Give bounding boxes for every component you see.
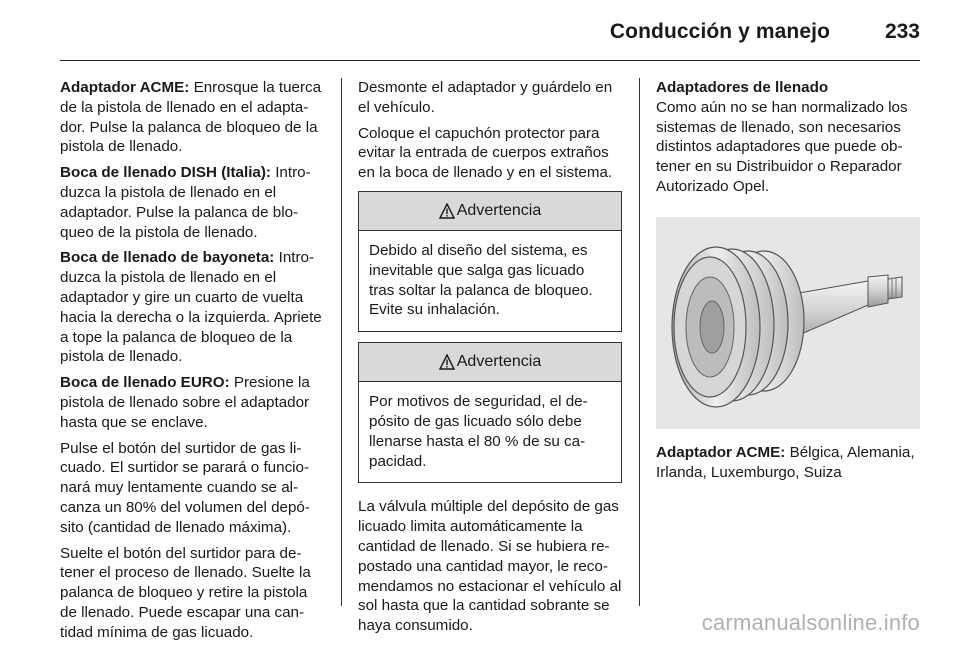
paragraph-euro bbox=[60, 373, 325, 432]
header-rule bbox=[60, 60, 920, 61]
acme-adapter-illustration bbox=[656, 217, 920, 429]
term-dish: Boca de llenado DISH (Italia): bbox=[60, 164, 271, 182]
warning-title: Advertencia bbox=[456, 353, 542, 371]
paragraph-multivalve: La válvula múltiple del depósito de gas licuado limita automáticamente la cantidad de llenado. Si se hubiera re-postado una cantidad mayor, le reco-mendamos no estacionar el vehículo al sol hasta que la cantidad sobrante se haya consumido. bbox=[358, 498, 622, 635]
caption-text: Bélgica, Alemania, Irlanda, Luxemburgo, Suiza bbox=[656, 443, 915, 481]
page-number: 233 bbox=[884, 20, 920, 43]
column-middle bbox=[358, 78, 622, 642]
column-right bbox=[656, 78, 920, 488]
warning-header bbox=[359, 343, 621, 382]
column-divider bbox=[639, 78, 640, 606]
section-heading bbox=[656, 78, 920, 98]
term-euro: Boca de llenado EURO: bbox=[60, 374, 230, 392]
warning-body: Por motivos de seguridad, el de-pósito de gas licuado sólo debe llenarse hasta el 80 % de su ca-pacidad. bbox=[369, 393, 588, 470]
paragraph-adapters: Como aún no se han normalizado los sistemas de llenado, son necesarios distintos adaptadores que puede ob-tener en su Distribuidor o Reparador Autorizado Opel. bbox=[656, 98, 908, 195]
column-left bbox=[60, 78, 325, 649]
warning-body: Debido al diseño del sistema, es inevitable que salga gas licuado tras soltar la palanca de bloqueo. Evite su inhalación. bbox=[369, 241, 593, 319]
term-acme: Adaptador ACME: bbox=[60, 79, 190, 96]
paragraph-text: Enrosque la tuerca de la pistola de llenado en el adapta-dor. Pulse la palanca de bloqueo de la pistola de llenado. bbox=[60, 79, 322, 156]
watermark: carmanualsonline.info bbox=[701, 610, 920, 635]
paragraph-acme bbox=[60, 78, 325, 157]
warning-box bbox=[358, 342, 622, 483]
paragraph-text: Intro-duzca la pistola de llenado en el adaptador y gire un cuarto de vuelta hacia la derecha o la izquierda. Apriete a tope la palanca de bloqueo de la pistola de llenado. bbox=[60, 249, 322, 366]
paragraph-pump-button: Pulse el botón del surtidor de gas li-cuado. El surtidor se parará o funcio-nará muy lentamente cuando se al-canza un 80% del volumen del depó-sito (cantidad de llenado máxima). bbox=[60, 439, 310, 536]
heading-text: Adaptadores de llenado bbox=[656, 79, 829, 96]
acme-adapter-figure bbox=[656, 217, 920, 429]
paragraph-protective-cap: Coloque el capuchón protector para evitar la entrada de cuerpos extraños en la boca de llenado y en el sistema. bbox=[358, 124, 613, 182]
figure-caption bbox=[656, 443, 920, 483]
paragraph-release: Suelte el botón del surtidor para de-tener el proceso de llenado. Suelte la palanca de bloqueo y retire la pistola de llenado. Puede escapar una can-tidad mínima de gas licuado. bbox=[60, 544, 311, 641]
warning-triangle-icon bbox=[439, 203, 455, 219]
paragraph-text: Intro-duzca la pistola de llenado en el adaptador. Pulse la palanca de blo-queo de la pistola de llenado. bbox=[60, 164, 311, 241]
term-bayonet: Boca de llenado de bayoneta: bbox=[60, 249, 275, 267]
paragraph-bayonet bbox=[60, 248, 325, 367]
page-title: Conducción y manejo bbox=[609, 20, 830, 43]
warning-title: Advertencia bbox=[456, 202, 542, 220]
warning-box bbox=[358, 191, 622, 332]
paragraph-remove-adapter: Desmonte el adaptador y guárdelo en el vehículo. bbox=[358, 79, 613, 116]
warning-triangle-icon bbox=[439, 354, 455, 370]
warning-header bbox=[359, 192, 621, 231]
term-acme: Adaptador ACME: bbox=[656, 443, 786, 461]
paragraph-text: Presione la pistola de llenado sobre el adaptador hasta que se enclave. bbox=[60, 374, 310, 431]
paragraph-dish bbox=[60, 163, 325, 242]
column-divider bbox=[341, 78, 342, 606]
